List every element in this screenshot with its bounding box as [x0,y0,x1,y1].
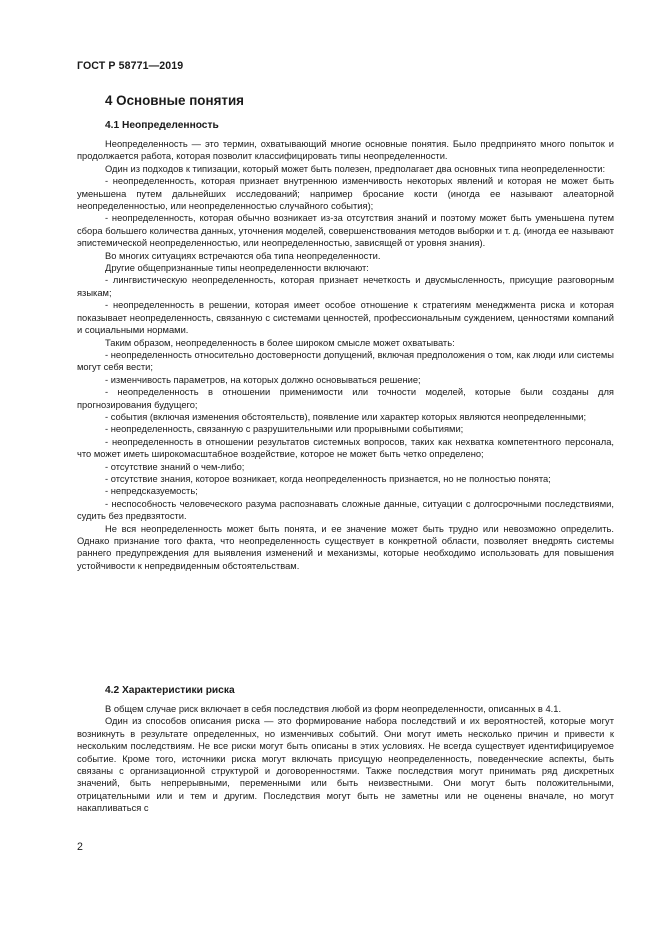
section-4-1-text [77,138,614,572]
list-item: - события (включая изменения обстоятельств), появление или характер которых являются неопределенными; [105,411,587,422]
list-item: - неопределенность, связанную с разрушительными или прорывными событиями; [105,424,464,435]
list-item: - неопределенность относительно достоверности допущений, включая предположения о том, как люди или системы могут себя вести; [77,349,614,373]
list-item: - лингвистическую неопределенность, которая признает нечеткость и двусмысленность, присущие разговорным языкам; [77,275,614,298]
paragraph: В общем случае риск включает в себя последствия любой из форм неопределенности, описанных в 4.1. [105,704,562,714]
paragraph: Таким образом, неопределенность в более широком смысле может охватывать: [105,337,455,348]
paragraph: Неопределенность — это термин, охватывающий многие основные понятия. Было предпринято много попыток и продолжается работа, которая позволит классифицировать типы неопределенности. [77,139,614,162]
subsection-title-4-1: 4.1 Неопределенность [105,120,219,131]
paragraph: Один из способов описания риска — это формирование набора последствий и их вероятностей, которые могут возникнуть в результате определенных, но изменчивых событий. Они могут иметь несколько причин и привести к нескольким последствиям. Не все риски могут быть описаны в этих условиях. Не всегда существует идентифицируемое событие. Кроме того, источники риска могут включать присущую неопределенность, поведенческие аспекты, быть связаны с организационной структурой и договоренностями. Также последствия могут принимать ряд дискретных значений, быть непрерывными, переменными или быть неизвестными. Они могут быть положительными, отрицательными или и тем и другим. Последствия могут быть не заметны или не оценены вначале, но могут накапливаться с [77,716,614,814]
subsection-title-4-2: 4.2 Характеристики риска [105,685,235,696]
section-4-2-text [77,703,614,815]
page-number: 2 [77,841,83,853]
list-item: - неопределенность в отношении применимости или точности моделей, которые были созданы для прогнозирования будущего; [77,387,614,410]
list-item: - неопределенность в отношении результатов системных вопросов, таких как нехватка компетентного персонала, что может иметь широкомасштабное воздействие, которое не может быть четко определено; [77,436,614,460]
section-title: 4 Основные понятия [105,93,244,108]
paragraph: Не вся неопределенность может быть понята, и ее значение может быть трудно или невозможно определить. Однако признание того факта, что неопределенность существует в конкретной области, позволяет внедрять системы раннего предупреждения для выявления изменений и механизмы, которые необходимо использовать для повышения устойчивости к непредвиденным обстоятельствам. [77,523,614,571]
list-item: - неопределенность, которая признает внутреннюю изменчивость некоторых явлений и которая не может быть уменьшена путем дальнейших исследований; например бросание кости (иногда ее называют алеаторной неопределенностью, или неопределенностью случайного события); [77,176,614,212]
list-item: - отсутствие знания, которое возникает, когда неопределенность признается, но не полностью понята; [105,473,551,484]
document-header: ГОСТ Р 58771—2019 [77,60,184,72]
list-item: - неспособность человеческого разума распознавать сложные данные, ситуации с долгосрочными последствиями, судить без предвзятости. [77,498,614,522]
paragraph: Во многих ситуациях встречаются оба типа неопределенности. [105,250,381,261]
paragraph: Другие общепризнанные типы неопределенности включают: [105,263,369,274]
list-item: - изменчивость параметров, на которых должно основываться решение; [105,374,421,385]
list-item: - неопределенность, которая обычно возникает из-за отсутствия знаний и поэтому может быть уменьшена путем сбора большего количества данных, уточнения моделей, совершенствования методов выборки и т. д. (иногда ее называют эпистемической неопределенностью, или неопределенностью, зависящей от уровня знания). [77,213,614,249]
list-item: - неопределенность в решении, которая имеет особое отношение к стратегиям менеджмента риска и которая показывает неопределенность, связанную с системами ценностей, профессиональным суждением, ценностями компаний и социальными нормами. [77,300,614,336]
paragraph: Один из подходов к типизации, который может быть полезен, предполагает два основных типа неопределенности: [105,163,606,174]
list-item: - непредсказуемость; [105,486,198,497]
list-item: - отсутствие знаний о чем-либо; [105,461,245,472]
